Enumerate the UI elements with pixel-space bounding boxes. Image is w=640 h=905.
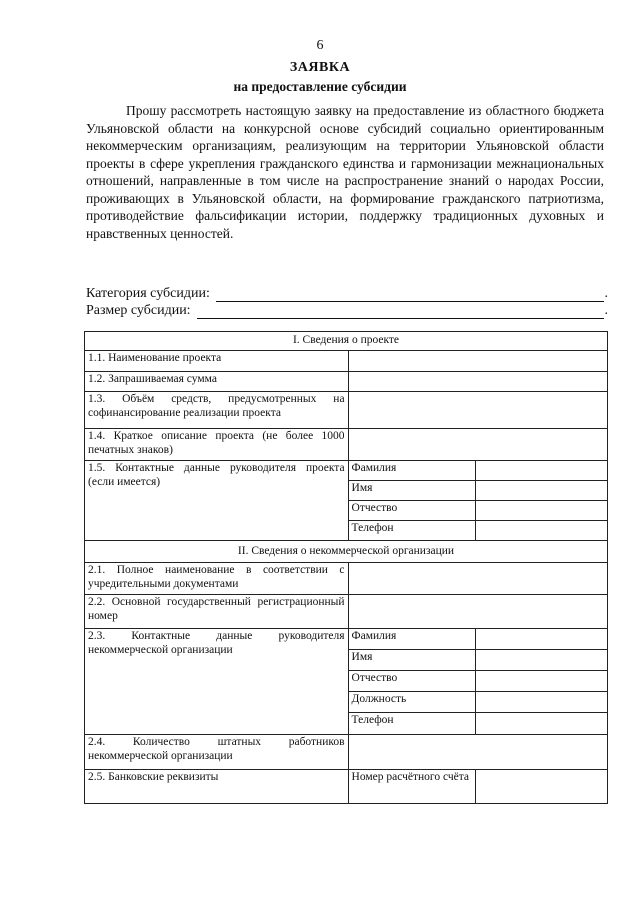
document-subtitle: на предоставление субсидии [233, 79, 407, 94]
project-lead-surname-value[interactable] [475, 461, 607, 481]
org-head-position-value[interactable] [475, 692, 607, 713]
row-2-1-label: 2.1. Полное наименование в соответствии с учредительными документами [85, 563, 349, 595]
org-head-phone-value[interactable] [475, 713, 607, 735]
org-head-name-label: Имя [348, 650, 475, 671]
row-2-4-label: 2.4. Количество штатных работников некоммерческой организации [85, 735, 349, 770]
project-lead-patronymic-label: Отчество [348, 501, 475, 521]
org-head-phone-label: Телефон [348, 713, 475, 735]
row-1-2-value[interactable] [348, 372, 607, 392]
row-1-2-label: 1.2. Запрашиваемая сумма [85, 372, 349, 392]
section-2-header: II. Сведения о некоммерческой организации [85, 541, 608, 563]
category-blank-line[interactable] [216, 288, 604, 302]
project-lead-phone-label: Телефон [348, 521, 475, 541]
org-head-name-value[interactable] [475, 650, 607, 671]
row-2-5-label: 2.5. Банковские реквизиты [85, 770, 349, 804]
row-2-2-label: 2.2. Основной государственный регистрационный номер [85, 595, 349, 629]
org-head-patronymic-value[interactable] [475, 671, 607, 692]
category-label: Категория субсидии: [86, 286, 210, 301]
row-2-4-value[interactable] [348, 735, 607, 770]
project-lead-name-label: Имя [348, 481, 475, 501]
project-lead-phone-value[interactable] [475, 521, 607, 541]
row-1-4-label: 1.4. Краткое описание проекта (не более 1000 печатных знаков) [85, 429, 349, 461]
intro-paragraph: Прошу рассмотреть настоящую заявку на предоставление из областного бюджета Ульяновской области на конкурсной основе субсидий социально ориентированным некоммерческим организациям, реализующим на территории Ульяновской области проекты в сфере укрепления гражданского единства и гармонизации межнациональных отношений, направленные в том числе на распространение знаний о народах России, проживающих в Ульяновской области, на формирование гражданского патриотизма, противодействие фальсификации истории, поддержку традиционных духовных и нравственных ценностей. [86, 103, 604, 241]
org-head-surname-value[interactable] [475, 629, 607, 650]
size-end-dot: . [604, 303, 608, 318]
project-lead-name-value[interactable] [475, 481, 607, 501]
account-number-label: Номер расчётного счёта [348, 770, 475, 804]
page-number: 6 [316, 38, 324, 53]
row-1-5-label: 1.5. Контактные данные руководителя проекта (если имеется) [85, 461, 349, 541]
size-blank-line[interactable] [197, 305, 604, 319]
category-field [86, 286, 608, 302]
row-1-3-value[interactable] [348, 392, 607, 429]
row-2-1-value[interactable] [348, 563, 607, 595]
org-head-position-label: Должность [348, 692, 475, 713]
account-number-value[interactable] [475, 770, 607, 804]
application-form-table [84, 331, 608, 804]
org-head-surname-label: Фамилия [348, 629, 475, 650]
org-head-patronymic-label: Отчество [348, 671, 475, 692]
section-1-header: I. Сведения о проекте [85, 332, 608, 351]
row-2-3-label: 2.3. Контактные данные руководителя некоммерческой организации [85, 629, 349, 735]
category-end-dot: . [604, 286, 608, 301]
size-field [86, 303, 608, 319]
row-1-4-value[interactable] [348, 429, 607, 461]
row-1-1-value[interactable] [348, 351, 607, 372]
document-title: ЗАЯВКА [289, 60, 351, 75]
project-lead-patronymic-value[interactable] [475, 501, 607, 521]
project-lead-surname-label: Фамилия [348, 461, 475, 481]
row-1-1-label: 1.1. Наименование проекта [85, 351, 349, 372]
row-1-3-label: 1.3. Объём средств, предусмотренных на софинансирование реализации проекта [85, 392, 349, 429]
row-2-2-value[interactable] [348, 595, 607, 629]
size-label: Размер субсидии: [86, 303, 191, 318]
